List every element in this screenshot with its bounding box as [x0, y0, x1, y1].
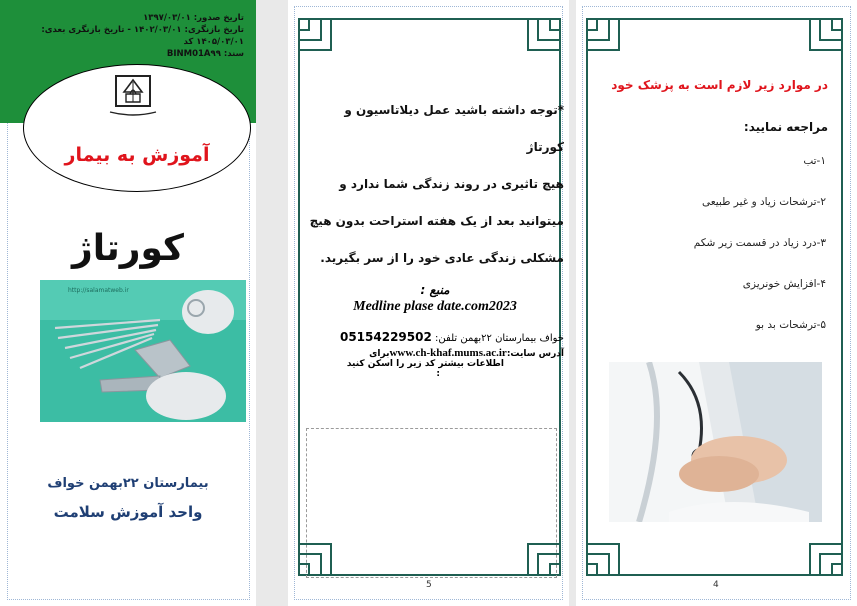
hospital-info [0, 470, 256, 526]
surgical-instruments-image [40, 280, 246, 422]
warning-sign-list [598, 146, 826, 351]
list-item: ۲-ترشحات زیاد و غیر طبیعی [701, 196, 826, 208]
care-note-line: مشکلی زندگی عادی خود را از سر بگیرید. [320, 251, 564, 265]
website-info [306, 348, 564, 379]
care-note-line: *توجه داشته باشید عمل دیلاتاسیون و کورتاژ [344, 103, 564, 154]
gutter-left [256, 0, 288, 606]
source-reference: Medline plase date.com2023 [353, 299, 517, 314]
cover-panel [0, 0, 256, 606]
source-label: منبع : [420, 283, 450, 297]
revision-date: تاریخ بازنگری: ۱۴۰۲/۰۳/۰۱ - تاریخ بازنگری بعدی: ۱۴۰۵/۰۳/۰۱ کد [41, 25, 244, 47]
scan-instruction: اطلاعات بیشتر کد زیر را اسکن کنید [346, 359, 504, 369]
website-link[interactable]: www.ch-khaf.mums.ac.ir [389, 347, 507, 359]
care-note-line: هیچ تاثیری در روند زندگی شما ندارد و [339, 177, 564, 191]
heading-line: در موارد زیر لازم است به پزشک خود [611, 78, 828, 92]
qr-code-placeholder [306, 428, 557, 578]
care-note [306, 92, 564, 277]
list-item: ۵-ترشحات بد بو [755, 319, 826, 331]
watermark-text: http://salamatweb.ir [68, 287, 129, 294]
contact-prefix: خواف بیمارستان ۲۲بهمن تلفن: [435, 333, 564, 344]
care-note-line: میتوانید بعد از یک هفته استراحت بدون هیچ [309, 214, 564, 228]
doctor-hands-image [609, 362, 822, 522]
brochure-title: کورتاژ [72, 228, 184, 269]
instruments-illustration-icon [40, 280, 246, 422]
page-number: 5 [426, 580, 432, 590]
document-metadata [6, 12, 244, 60]
page-number: 4 [713, 580, 719, 590]
unit-name: واحد آموزش سلامت [53, 503, 203, 521]
site-prefix: آدرس سایت: [506, 349, 564, 359]
document-code: سند: BINM01A۹۹ [166, 49, 244, 59]
list-item: ۱-تب [803, 155, 826, 167]
issue-date: تاریخ صدور: ۱۳۹۷/۰۳/۰۱ [143, 13, 244, 23]
site-suffix: برای [369, 349, 390, 359]
doctor-visit-heading [598, 64, 828, 148]
doctor-illustration-icon [609, 362, 822, 522]
list-item: ۴-افزایش خونریزی [742, 278, 826, 290]
hospital-name: بیمارستان ۲۲بهمن خواف [47, 476, 209, 491]
list-item: ۳-درد زیاد در قسمت زیر شکم [693, 237, 826, 249]
heading-label: مراجعه نمایید: [743, 120, 828, 134]
phone-number: 05154229502 [339, 330, 432, 344]
university-logo-icon [104, 72, 162, 120]
patient-education-heading: آموزش به بیمار [64, 144, 210, 166]
trailing-colon: : [436, 369, 440, 379]
hospital-contact [306, 330, 564, 344]
gutter-right [569, 0, 576, 606]
